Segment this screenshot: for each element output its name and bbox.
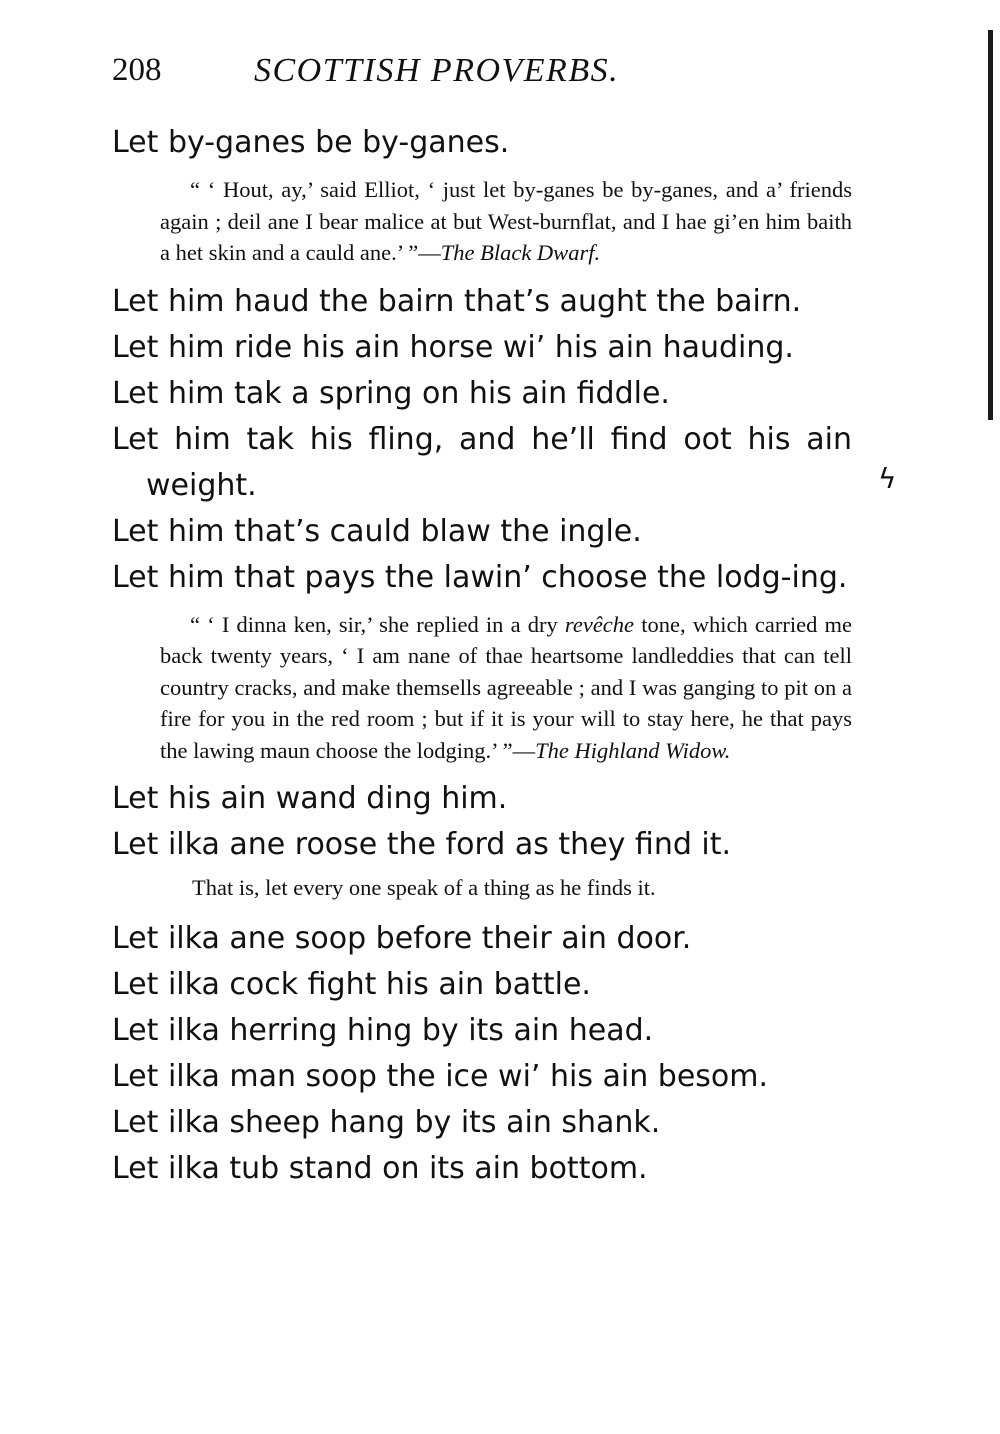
- quotation-note: [160, 174, 852, 269]
- page-header: [112, 52, 872, 92]
- note-source: The Highland Widow.: [535, 737, 731, 763]
- margin-mark: ϟ: [878, 462, 897, 495]
- note-text: tone, which carried me back twenty years, ‘ I am nane of thae heartsome landleddies that can tell country cracks, and make themsells agreeable ; and I was ganging to pit on a fire for you in the red room ; but if it is your will to stay here, he that pays the lawing maun choose the lodging.’ ”—: [160, 611, 852, 763]
- proverb-list: [112, 120, 852, 1192]
- page-number: 208: [112, 52, 162, 88]
- proverb-entry: Let him that pays the lawin’ choose the lodg-ing.: [112, 559, 848, 595]
- proverb-entry: Let him that’s cauld blaw the ingle.: [112, 513, 642, 549]
- proverb-entry: Let ilka sheep hang by its ain shank.: [112, 1105, 661, 1140]
- note-source: The Black Dwarf.: [440, 240, 601, 265]
- gloss-note: That is, let every one speak of a thing as he finds it.: [192, 875, 656, 900]
- note-text: “ ‘ I dinna ken, sir,’ she replied in a dry: [190, 611, 565, 637]
- proverb-entry: Let ilka herring hing by its ain head.: [112, 1013, 654, 1048]
- proverb-entry: Let ilka tub stand on its ain bottom.: [112, 1151, 648, 1186]
- margin-rule: [988, 30, 993, 420]
- proverb-entry: Let him tak a spring on his ain fiddle.: [112, 375, 670, 411]
- proverb-entry: Let ilka ane soop before their ain door.: [112, 921, 692, 956]
- running-title: SCOTTISH PROVERBS.: [254, 52, 620, 89]
- note-foreign-word: revêche: [564, 611, 635, 637]
- proverb-entry: Let him ride his ain horse wi’ his ain hauding.: [112, 329, 794, 365]
- note-text: “ ‘ Hout, ay,’ said Elliot, ‘ just let by-ganes be by-ganes, and a’ friends again ; deil ane I bear malice at but West-burnflat, and I hae gi’en him baith a het skin and a cauld ane.’ ”—: [160, 177, 852, 265]
- proverb-entry: Let him tak his fling, and he’ll find oot his ain weight.: [112, 421, 852, 503]
- proverb-entry: Let ilka man soop the ice wi’ his ain besom.: [112, 1059, 769, 1094]
- proverb-entry: Let him haud the bairn that’s aught the bairn.: [112, 283, 802, 319]
- proverb-entry: Let ilka cock fight his ain battle.: [112, 967, 591, 1002]
- quotation-note: [160, 609, 852, 767]
- proverb-entry: Let ilka ane roose the ford as they find it.: [112, 827, 732, 862]
- proverb-entry: Let his ain wand ding him.: [112, 781, 508, 816]
- proverb-entry: Let by-ganes be by-ganes.: [112, 125, 510, 160]
